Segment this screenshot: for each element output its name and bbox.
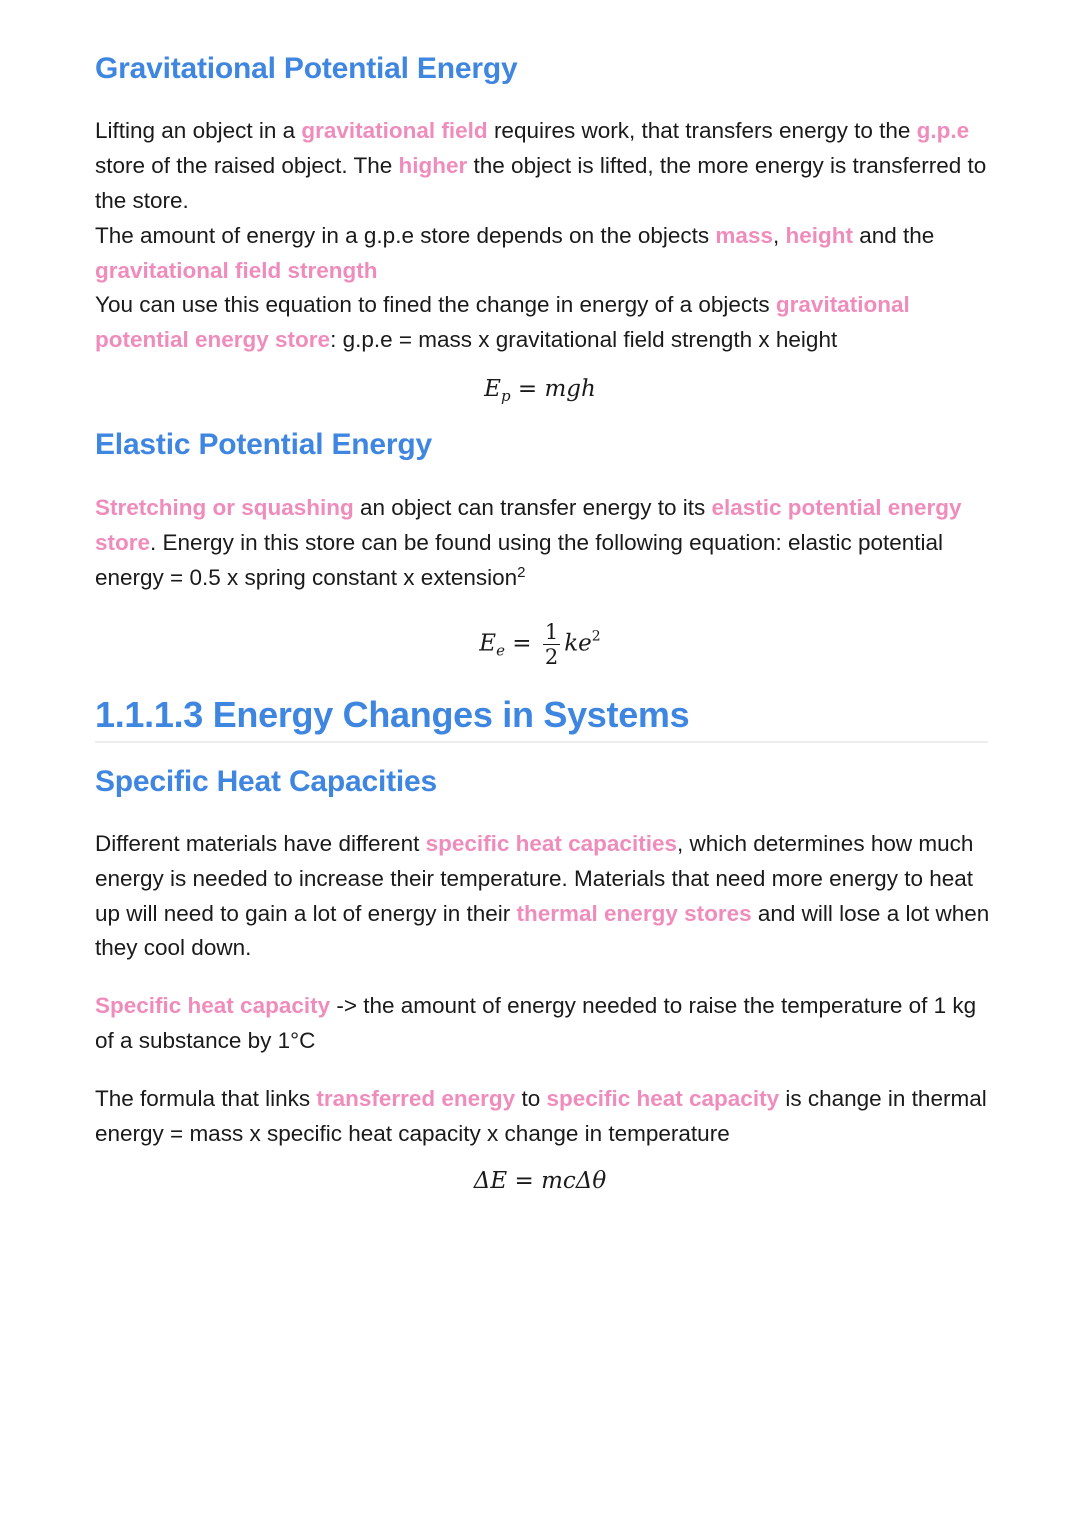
text: to xyxy=(515,1086,547,1111)
paragraph-epe-1 xyxy=(95,491,990,595)
text: , which determines how much energy is needed to increase their temperature. Materials that need more energy to heat up will need to gain a lot of energy in their xyxy=(95,831,974,926)
fraction-denominator: 2 xyxy=(544,645,559,669)
heading-shc: Specific Heat Capacities xyxy=(95,765,438,798)
equation-equals: = xyxy=(514,1168,534,1194)
highlight-elastic-store: elastic potential energy store xyxy=(95,495,962,555)
paragraph-gpe-3 xyxy=(95,288,990,358)
equation-gpe xyxy=(0,376,1080,405)
paragraph-gpe-2 xyxy=(95,219,990,289)
equation-shc xyxy=(0,1168,1080,1194)
highlight-specific-heat-capacities: specific heat capacities xyxy=(425,831,677,856)
text: : g.p.e = mass x gravitational field strength x height xyxy=(330,326,838,352)
highlight-height: height xyxy=(785,223,853,248)
text: requires work, that transfers energy to the xyxy=(487,118,917,143)
highlight-gpe-store: gravitational potential energy store xyxy=(95,292,910,352)
equation-lhs-subscript: p xyxy=(500,387,511,405)
fraction-numerator: 1 xyxy=(544,620,559,644)
heading-section: 1.1.1.3 Energy Changes in Systems xyxy=(95,694,690,735)
equation-rhs: mcΔθ xyxy=(541,1168,607,1194)
fraction-half xyxy=(543,620,560,669)
equation-lhs: E xyxy=(479,630,497,657)
text: , xyxy=(772,223,786,248)
equation-equals: = xyxy=(512,630,532,657)
text: store of the raised object. The xyxy=(95,152,399,178)
text: The amount of energy in a g.p.e store depends on the objects xyxy=(95,223,716,248)
equation-lhs-subscript: e xyxy=(496,641,505,660)
text: and the xyxy=(852,223,935,248)
equation-epe xyxy=(0,620,1080,669)
highlight-higher: higher xyxy=(398,152,468,178)
section-divider xyxy=(95,741,988,743)
text: -> the amount of energy needed to raise the temperature of 1 kg of a substance by 1°C xyxy=(95,993,977,1053)
paragraph-shc-2 xyxy=(95,989,990,1059)
paragraph-gpe-1 xyxy=(95,114,990,218)
text: is change in thermal energy = mass x specific heat capacity x change in temperature xyxy=(95,1086,987,1146)
equation-equals: = xyxy=(517,376,538,402)
text: the object is lifted, the more energy is transferred to the store. xyxy=(95,152,987,213)
highlight-gravitational-field-strength: gravitational field strength xyxy=(95,257,378,283)
text: an object can transfer energy to its xyxy=(353,495,712,520)
highlight-specific-heat-capacity-2: specific heat capacity xyxy=(546,1086,780,1111)
text: You can use this equation to fined the change in energy of a objects xyxy=(95,292,776,317)
text: . Energy in this store can be found using the following equation: elastic potential energy = 0.5 x spring constant x extension xyxy=(95,529,944,590)
equation-lhs: ΔE xyxy=(473,1168,508,1194)
highlight-gravitational-field: gravitational field xyxy=(301,118,488,143)
text: The formula that links xyxy=(95,1086,317,1111)
paragraph-shc-1 xyxy=(95,827,990,966)
highlight-thermal-energy-stores: thermal energy stores xyxy=(516,900,752,926)
equation-rhs: mgh xyxy=(544,376,596,402)
heading-gpe: Gravitational Potential Energy xyxy=(95,52,518,85)
equation-lhs: E xyxy=(484,376,501,402)
highlight-gpe: g.p.e xyxy=(916,118,970,143)
text: Different materials have different xyxy=(95,831,426,856)
equation-rhs: ke xyxy=(564,630,592,657)
text: Lifting an object in a xyxy=(95,118,302,143)
highlight-stretching-or-squashing: Stretching or squashing xyxy=(95,495,354,520)
highlight-transferred-energy: transferred energy xyxy=(316,1086,516,1111)
superscript-squared: 2 xyxy=(517,563,526,581)
highlight-specific-heat-capacity: Specific heat capacity xyxy=(95,993,331,1018)
text: and will lose a lot when they cool down. xyxy=(95,900,990,961)
highlight-mass: mass xyxy=(715,223,773,248)
equation-rhs-power: 2 xyxy=(591,628,601,645)
paragraph-shc-3 xyxy=(95,1082,990,1152)
heading-epe: Elastic Potential Energy xyxy=(95,428,432,461)
